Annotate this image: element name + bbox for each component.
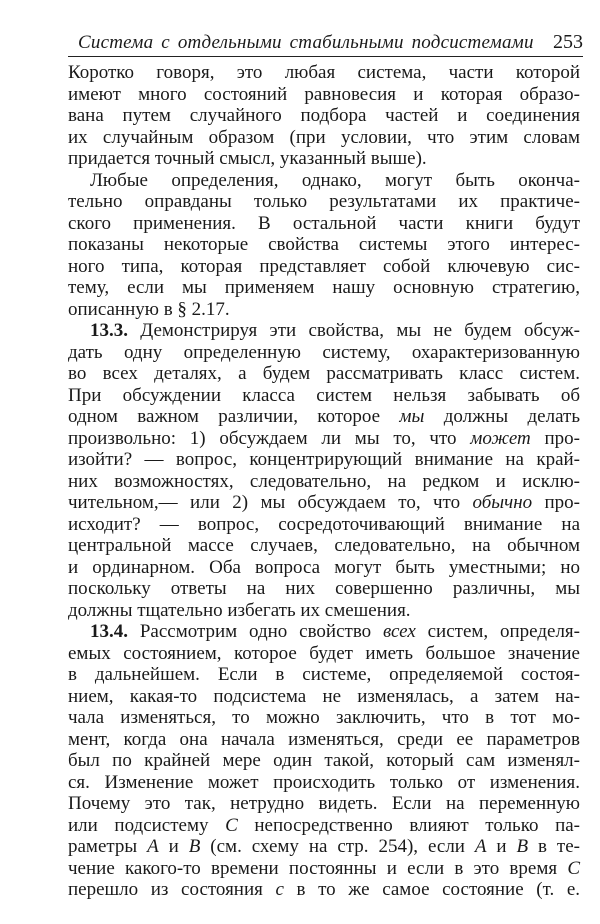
- text-segment: непосредственно влияют только па-: [237, 814, 580, 836]
- text-line: [68, 557, 580, 579]
- text-segment: их случайным образом (при условии, что этим словам: [68, 126, 580, 148]
- text-line: [68, 213, 580, 235]
- italic-text: A: [474, 836, 487, 857]
- italic-text: обычно: [472, 492, 533, 513]
- text-segment: про-: [532, 492, 580, 513]
- text-line: [68, 879, 580, 901]
- text-segment: чительном,— или 2) мы обсуждаем то, что: [68, 492, 473, 513]
- text-segment: Любые определения, однако, могут быть оконча-: [90, 169, 580, 191]
- text-line: [68, 299, 580, 321]
- text-line: [68, 858, 580, 880]
- text-line: [68, 664, 580, 686]
- text-segment: описанную в § 2.17.: [68, 298, 230, 320]
- text-segment: ного типа, которая представляет собой ключевую сис-: [68, 255, 580, 277]
- text-line: [68, 406, 580, 428]
- text-segment: чение какого-то времени постоянны и если в это время: [68, 857, 568, 879]
- text-line: [68, 342, 580, 364]
- text-line: [68, 234, 580, 256]
- text-line: [68, 471, 580, 493]
- text-segment: тему, если мы применяем нашу основную стратегию,: [68, 277, 580, 298]
- text-segment: Демонстрируя эти свойства, мы не будем обсуж-: [128, 320, 580, 341]
- text-segment: них возможностях, следовательно, на редком и исклю-: [68, 470, 580, 492]
- text-segment: мент, когда она начала изменяться, среди ее параметров: [68, 728, 580, 750]
- text-segment: перешло из состояния: [68, 879, 276, 900]
- italic-text: C: [225, 814, 238, 836]
- text-line: [68, 105, 580, 127]
- text-line: [68, 643, 580, 665]
- text-line: [68, 535, 580, 557]
- text-segment: был по крайней мере один такой, который сам изменял-: [68, 750, 580, 771]
- text-line: [68, 815, 580, 837]
- running-header: [68, 30, 583, 57]
- italic-text: всех: [383, 621, 416, 642]
- text-line: [68, 170, 580, 192]
- italic-text: C: [567, 857, 580, 879]
- text-line: [68, 836, 580, 858]
- text-segment: систем, определя-: [415, 621, 580, 642]
- text-segment: во всех деталях, а будем рассматривать класс систем.: [68, 363, 580, 384]
- text-line: [68, 449, 580, 471]
- text-segment: и: [158, 836, 189, 857]
- text-segment: должны тщательно избегать их смешения.: [68, 599, 411, 621]
- italic-text: A: [147, 836, 159, 857]
- italic-text: может: [470, 427, 531, 449]
- text-segment: и: [486, 836, 517, 857]
- text-segment: придается точный смысл, указанный выше).: [68, 148, 427, 169]
- text-segment: исходит? — вопрос, сосредоточивающий внимание на: [68, 513, 580, 535]
- text-line: [68, 84, 580, 106]
- section-number: 13.4.: [90, 621, 128, 642]
- text-segment: в дальнейшем. Если в системе, определяемой состоя-: [68, 664, 580, 685]
- text-line: [68, 127, 580, 149]
- italic-text: c: [275, 879, 284, 900]
- section-number: 13.3.: [90, 320, 128, 341]
- text-line: [68, 729, 580, 751]
- italic-text: B: [188, 836, 201, 857]
- italic-text: B: [516, 836, 529, 857]
- text-segment: вана путем случайного подбора частей и соединения: [68, 105, 580, 126]
- text-line: [68, 428, 580, 450]
- text-segment: изойти? — вопрос, концентрирующий внимание на край-: [68, 449, 580, 470]
- text-segment: При обсуждении класса систем нельзя забывать об: [68, 384, 580, 406]
- text-segment: в то же самое состояние (т. е.: [283, 879, 580, 900]
- text-line: [68, 320, 580, 342]
- text-line: [68, 62, 580, 84]
- text-line: [68, 385, 580, 407]
- text-line: [68, 148, 580, 170]
- text-segment: произвольно: 1) обсуждаем ли мы то, что: [68, 427, 471, 449]
- text-line: [68, 793, 580, 815]
- text-line: [68, 750, 580, 772]
- text-line: [68, 578, 580, 600]
- text-line: [68, 621, 580, 643]
- text-segment: ся. Изменение может происходить только от изменения.: [68, 771, 580, 793]
- text-segment: Почему это так, нетрудно видеть. Если на переменную: [68, 793, 580, 814]
- text-line: [68, 772, 580, 794]
- text-segment: про-: [530, 427, 580, 449]
- text-segment: показаны некоторые свойства системы этого интерес-: [68, 234, 580, 255]
- text-segment: одном важном различии, которое: [68, 406, 400, 427]
- text-line: [68, 514, 580, 536]
- text-segment: емых состоянием, которое будет иметь большое значение: [68, 642, 580, 664]
- text-segment: тельно оправданы только результатами их практиче-: [68, 191, 580, 212]
- text-segment: поскольку ответы на них совершенно различны, мы: [68, 578, 580, 599]
- text-line: [68, 277, 580, 299]
- text-segment: и ординарном. Оба вопроса могут быть уместными; но: [68, 556, 580, 578]
- text-segment: раметры: [68, 836, 148, 857]
- text-line: [68, 191, 580, 213]
- text-segment: центральной массе случаев, следовательно, на обычном: [68, 535, 580, 556]
- page-number: 253: [553, 31, 583, 53]
- text-segment: Рассмотрим одно свойство: [128, 621, 383, 642]
- text-line: [68, 600, 580, 622]
- text-line: [68, 707, 580, 729]
- text-segment: Коротко говоря, это любая система, части которой: [68, 62, 580, 83]
- text-segment: должны делать: [424, 406, 580, 427]
- text-segment: чала изменяться, то можно заключить, что в тот мо-: [68, 707, 580, 728]
- text-segment: или подсистему: [68, 814, 226, 836]
- body-text: [68, 62, 580, 901]
- text-segment: нием, какая-то подсистема не изменялась, а затем на-: [68, 685, 580, 707]
- text-line: [68, 686, 580, 708]
- text-segment: (см. схему на стр. 254), если: [200, 836, 475, 857]
- italic-text: мы: [399, 406, 425, 427]
- text-line: [68, 492, 580, 514]
- text-segment: в те-: [528, 836, 580, 857]
- text-line: [68, 363, 580, 385]
- running-title: Система с отдельными стабильными подсистемами: [78, 32, 534, 53]
- text-segment: имеют много состояний равновесия и которая образо-: [68, 83, 580, 105]
- text-segment: дать одну определенную систему, охарактеризованную: [68, 341, 580, 363]
- text-segment: ского применения. В остальной части книги будут: [68, 212, 580, 234]
- text-line: [68, 256, 580, 278]
